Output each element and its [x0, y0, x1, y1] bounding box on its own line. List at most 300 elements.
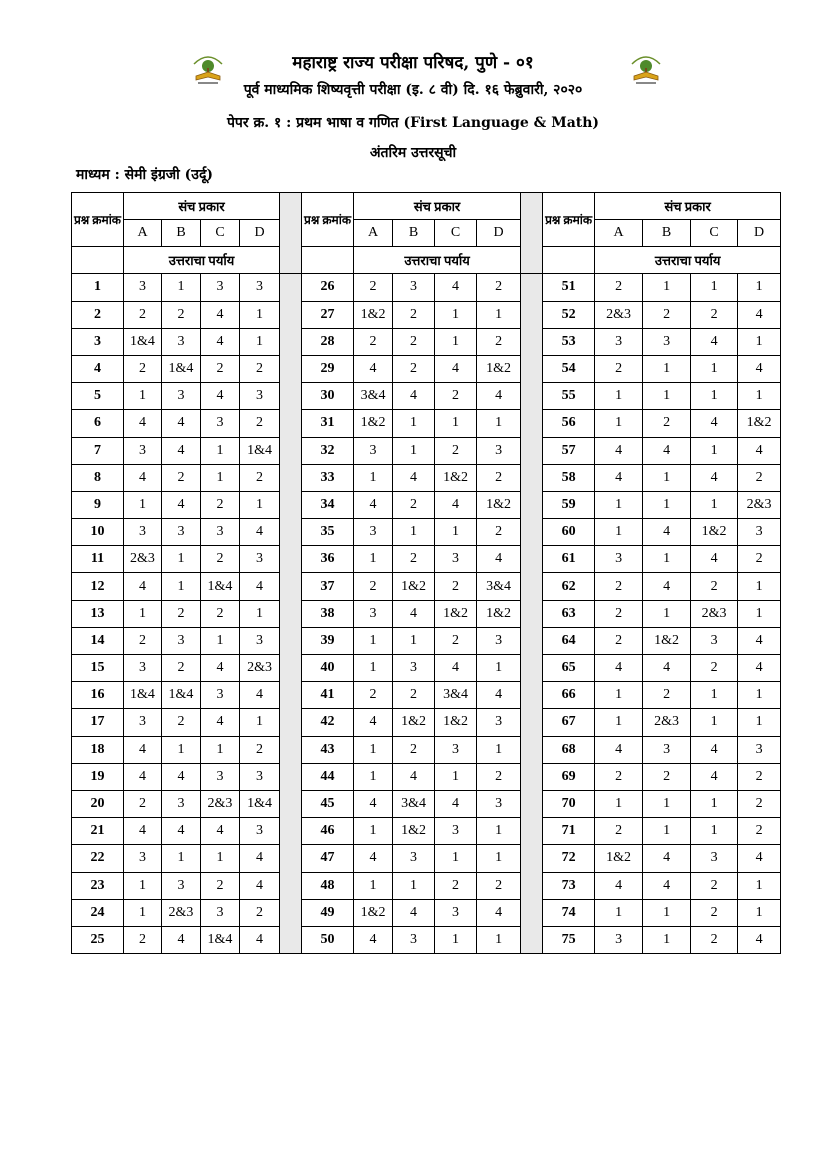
question-number: 47 — [302, 845, 354, 872]
answer-cell: 2 — [738, 464, 781, 491]
answer-cell: 2 — [124, 627, 162, 654]
answer-cell: 2 — [240, 736, 280, 763]
answer-cell: 3 — [643, 736, 691, 763]
answer-cell: 4 — [643, 655, 691, 682]
answer-cell: 4 — [162, 410, 201, 437]
answer-cell: 4 — [240, 573, 280, 600]
answer-cell: 2 — [595, 818, 643, 845]
question-number: 35 — [302, 519, 354, 546]
answer-option-header: उत्तराचा पर्याय — [354, 247, 521, 274]
answer-cell: 1&2 — [393, 818, 435, 845]
question-number: 60 — [543, 519, 595, 546]
answer-cell: 4 — [162, 818, 201, 845]
answer-cell: 2&3 — [691, 600, 738, 627]
answer-cell: 2&3 — [162, 899, 201, 926]
answer-cell: 1 — [354, 655, 393, 682]
answer-cell: 3 — [201, 274, 240, 301]
answer-cell: 2&3 — [124, 546, 162, 573]
answer-cell: 4 — [691, 328, 738, 355]
answer-cell: 4 — [393, 464, 435, 491]
answer-cell: 3&4 — [477, 573, 521, 600]
answer-cell: 3 — [393, 274, 435, 301]
answer-cell: 1&2 — [435, 709, 477, 736]
answer-cell: 4 — [162, 491, 201, 518]
answer-cell: 1 — [738, 600, 781, 627]
answer-cell: 1 — [691, 682, 738, 709]
answer-cell: 1 — [393, 437, 435, 464]
answer-cell: 1&2 — [435, 464, 477, 491]
question-number: 11 — [72, 546, 124, 573]
question-number: 52 — [543, 301, 595, 328]
answer-cell: 2 — [595, 763, 643, 790]
answer-cell: 4 — [124, 763, 162, 790]
answer-cell: 1 — [124, 600, 162, 627]
question-number-header: प्रश्न क्रमांक — [72, 193, 124, 247]
answer-cell: 3 — [240, 546, 280, 573]
answer-cell: 3 — [477, 437, 521, 464]
question-number: 29 — [302, 355, 354, 382]
answer-cell: 4 — [477, 383, 521, 410]
answer-cell: 1 — [477, 301, 521, 328]
answer-cell: 1 — [595, 899, 643, 926]
answer-cell: 2 — [354, 274, 393, 301]
answer-cell: 4 — [124, 818, 162, 845]
question-number: 6 — [72, 410, 124, 437]
answer-cell: 4 — [738, 355, 781, 382]
answer-cell: 2 — [162, 709, 201, 736]
question-number: 3 — [72, 328, 124, 355]
table-row — [72, 845, 781, 872]
answer-cell: 3 — [162, 790, 201, 817]
answer-cell: 2 — [477, 872, 521, 899]
question-number: 64 — [543, 627, 595, 654]
answer-cell: 1 — [354, 763, 393, 790]
answer-cell: 4 — [201, 328, 240, 355]
set-label: C — [435, 220, 477, 247]
answer-cell: 3 — [162, 872, 201, 899]
set-label: A — [124, 220, 162, 247]
answer-cell: 1 — [643, 600, 691, 627]
answer-cell: 3 — [354, 519, 393, 546]
answer-cell: 1 — [595, 790, 643, 817]
answer-cell: 1&4 — [162, 355, 201, 382]
question-number: 58 — [543, 464, 595, 491]
answer-cell: 3 — [435, 736, 477, 763]
answer-cell: 1 — [477, 845, 521, 872]
question-number-header: प्रश्न क्रमांक — [543, 193, 595, 247]
answer-cell: 1 — [738, 682, 781, 709]
answer-cell: 3 — [393, 655, 435, 682]
set-label: C — [201, 220, 240, 247]
answer-cell: 1 — [124, 383, 162, 410]
question-number: 65 — [543, 655, 595, 682]
question-number: 16 — [72, 682, 124, 709]
answer-cell: 2 — [643, 301, 691, 328]
answer-cell: 3 — [738, 736, 781, 763]
question-number: 39 — [302, 627, 354, 654]
question-number: 38 — [302, 600, 354, 627]
table-row — [72, 790, 781, 817]
answer-cell: 1 — [435, 410, 477, 437]
answer-cell: 4 — [124, 573, 162, 600]
answer-cell: 1 — [643, 383, 691, 410]
answer-cell: 3 — [595, 328, 643, 355]
answer-cell: 4 — [691, 763, 738, 790]
answer-cell: 4 — [435, 655, 477, 682]
question-number: 37 — [302, 573, 354, 600]
answer-cell: 1 — [691, 790, 738, 817]
answer-cell: 4 — [643, 845, 691, 872]
answer-cell: 1&4 — [124, 328, 162, 355]
answer-cell: 4 — [738, 301, 781, 328]
answer-cell: 1 — [393, 519, 435, 546]
answer-cell: 1&2 — [738, 410, 781, 437]
answer-cell: 4 — [435, 355, 477, 382]
answer-cell: 2 — [691, 926, 738, 953]
question-number: 36 — [302, 546, 354, 573]
answer-cell: 1 — [691, 709, 738, 736]
answer-cell: 2 — [477, 464, 521, 491]
answer-cell: 4 — [162, 926, 201, 953]
table-row — [72, 355, 781, 382]
answer-cell: 1 — [691, 491, 738, 518]
answer-cell: 1&2 — [354, 410, 393, 437]
column-separator — [521, 193, 543, 274]
answer-cell: 1 — [435, 328, 477, 355]
answer-cell: 3 — [354, 437, 393, 464]
question-number: 73 — [543, 872, 595, 899]
question-number-header-blank — [302, 247, 354, 274]
answer-cell: 2 — [691, 655, 738, 682]
answer-cell: 2 — [354, 573, 393, 600]
table-row — [72, 491, 781, 518]
question-number: 50 — [302, 926, 354, 953]
document-type: अंतरिम उत्तरसूची — [369, 145, 457, 161]
question-number: 62 — [543, 573, 595, 600]
answer-cell: 1 — [435, 519, 477, 546]
answer-cell: 4 — [738, 926, 781, 953]
question-number: 4 — [72, 355, 124, 382]
answer-cell: 3 — [477, 790, 521, 817]
question-number: 40 — [302, 655, 354, 682]
answer-cell: 4 — [354, 790, 393, 817]
answer-cell: 1 — [738, 573, 781, 600]
question-number: 63 — [543, 600, 595, 627]
answer-cell: 1 — [240, 328, 280, 355]
answer-cell: 1&2 — [691, 519, 738, 546]
answer-cell: 1 — [435, 301, 477, 328]
answer-cell: 2 — [124, 926, 162, 953]
answer-option-header: उत्तराचा पर्याय — [595, 247, 781, 274]
answer-cell: 1 — [354, 736, 393, 763]
answer-cell: 3&4 — [435, 682, 477, 709]
answer-cell: 1&4 — [124, 682, 162, 709]
question-number: 54 — [543, 355, 595, 382]
answer-cell: 4 — [240, 519, 280, 546]
answer-cell: 1 — [477, 410, 521, 437]
answer-cell: 1&4 — [240, 790, 280, 817]
set-label: D — [477, 220, 521, 247]
answer-cell: 1&2 — [643, 627, 691, 654]
answer-cell: 3 — [124, 437, 162, 464]
answer-cell: 1&2 — [393, 709, 435, 736]
answer-cell: 3 — [201, 763, 240, 790]
answer-cell: 4 — [393, 600, 435, 627]
answer-cell: 1 — [162, 274, 201, 301]
answer-cell: 3 — [393, 926, 435, 953]
question-number: 55 — [543, 383, 595, 410]
set-label: B — [643, 220, 691, 247]
question-number: 25 — [72, 926, 124, 953]
answer-cell: 2 — [435, 573, 477, 600]
answer-cell: 4 — [595, 655, 643, 682]
answer-cell: 1 — [201, 627, 240, 654]
set-label: A — [354, 220, 393, 247]
answer-cell: 4 — [595, 872, 643, 899]
answer-cell: 4 — [643, 573, 691, 600]
question-number: 57 — [543, 437, 595, 464]
answer-cell: 2 — [595, 600, 643, 627]
answer-cell: 4 — [393, 899, 435, 926]
answer-cell: 1 — [354, 818, 393, 845]
answer-cell: 2 — [201, 355, 240, 382]
answer-cell: 4 — [595, 437, 643, 464]
answer-cell: 1 — [643, 274, 691, 301]
answer-cell: 2&3 — [738, 491, 781, 518]
answer-cell: 2 — [477, 763, 521, 790]
question-number: 18 — [72, 736, 124, 763]
answer-cell: 1 — [393, 410, 435, 437]
question-number: 51 — [543, 274, 595, 301]
answer-cell: 1 — [643, 355, 691, 382]
table-row — [72, 655, 781, 682]
question-number: 26 — [302, 274, 354, 301]
answer-cell: 2 — [435, 627, 477, 654]
answer-cell: 4 — [240, 872, 280, 899]
answer-cell: 2 — [691, 899, 738, 926]
answer-cell: 1 — [738, 274, 781, 301]
answer-cell: 2 — [393, 736, 435, 763]
answer-cell: 1 — [691, 818, 738, 845]
answer-cell: 3 — [201, 410, 240, 437]
answer-cell: 3 — [643, 328, 691, 355]
answer-cell: 3 — [162, 383, 201, 410]
answer-cell: 3 — [201, 519, 240, 546]
answer-cell: 2 — [240, 899, 280, 926]
answer-cell: 3 — [595, 926, 643, 953]
question-number: 71 — [543, 818, 595, 845]
answer-cell: 1&4 — [201, 926, 240, 953]
answer-cell: 2 — [162, 600, 201, 627]
set-label: B — [393, 220, 435, 247]
answer-cell: 2 — [393, 355, 435, 382]
answer-cell: 2 — [738, 790, 781, 817]
answer-cell: 2 — [124, 301, 162, 328]
answer-cell: 2 — [393, 328, 435, 355]
question-number: 9 — [72, 491, 124, 518]
answer-cell: 1 — [643, 899, 691, 926]
answer-cell: 2 — [124, 790, 162, 817]
answer-cell: 3 — [435, 899, 477, 926]
question-number: 59 — [543, 491, 595, 518]
question-number: 28 — [302, 328, 354, 355]
answer-cell: 1 — [354, 546, 393, 573]
answer-cell: 2 — [201, 546, 240, 573]
answer-cell: 3 — [201, 682, 240, 709]
question-number: 66 — [543, 682, 595, 709]
answer-cell: 3 — [477, 627, 521, 654]
answer-cell: 1 — [162, 736, 201, 763]
answer-cell: 3 — [435, 546, 477, 573]
answer-cell: 4 — [162, 763, 201, 790]
answer-cell: 4 — [643, 872, 691, 899]
answer-cell: 4 — [435, 491, 477, 518]
answer-cell: 1 — [477, 655, 521, 682]
answer-cell: 4 — [124, 736, 162, 763]
answer-cell: 4 — [201, 655, 240, 682]
answer-cell: 1 — [393, 627, 435, 654]
answer-cell: 1 — [691, 355, 738, 382]
answer-cell: 1 — [595, 383, 643, 410]
paper-title: पेपर क्र. १ : प्रथम भाषा व गणित (First Language & Math) — [226, 115, 600, 131]
answer-cell: 4 — [435, 274, 477, 301]
answer-cell: 3 — [124, 274, 162, 301]
question-number: 32 — [302, 437, 354, 464]
table-row — [72, 682, 781, 709]
answer-cell: 2&3 — [240, 655, 280, 682]
answer-cell: 1 — [691, 383, 738, 410]
question-number: 20 — [72, 790, 124, 817]
answer-cell: 1&2 — [354, 899, 393, 926]
answer-cell: 1 — [240, 491, 280, 518]
answer-cell: 2 — [201, 872, 240, 899]
question-number: 49 — [302, 899, 354, 926]
answer-cell: 1 — [162, 845, 201, 872]
answer-cell: 4 — [738, 437, 781, 464]
question-number: 27 — [302, 301, 354, 328]
answer-cell: 1 — [240, 709, 280, 736]
answer-cell: 2 — [393, 682, 435, 709]
answer-cell: 4 — [240, 682, 280, 709]
answer-cell: 2 — [393, 301, 435, 328]
answer-cell: 2&3 — [201, 790, 240, 817]
question-number: 8 — [72, 464, 124, 491]
answer-cell: 4 — [435, 790, 477, 817]
answer-cell: 1&2 — [393, 573, 435, 600]
question-number: 23 — [72, 872, 124, 899]
table-row — [72, 328, 781, 355]
answer-cell: 2 — [691, 301, 738, 328]
column-separator — [521, 274, 543, 954]
answer-cell: 3 — [240, 274, 280, 301]
answer-cell: 1 — [240, 600, 280, 627]
answer-cell: 1 — [354, 872, 393, 899]
set-label: B — [162, 220, 201, 247]
answer-cell: 3 — [477, 709, 521, 736]
answer-cell: 4 — [201, 383, 240, 410]
answer-cell: 1 — [643, 491, 691, 518]
answer-cell: 3 — [240, 383, 280, 410]
answer-cell: 4 — [240, 926, 280, 953]
answer-cell: 1 — [201, 845, 240, 872]
answer-cell: 4 — [354, 491, 393, 518]
answer-cell: 4 — [691, 546, 738, 573]
answer-cell: 1 — [691, 274, 738, 301]
answer-cell: 4 — [738, 627, 781, 654]
answer-cell: 2 — [738, 546, 781, 573]
set-type-header: संच प्रकार — [595, 193, 781, 220]
answer-cell: 4 — [691, 736, 738, 763]
answer-cell: 1 — [643, 926, 691, 953]
answer-cell: 1 — [595, 491, 643, 518]
answer-cell: 1 — [595, 682, 643, 709]
column-separator — [280, 193, 302, 274]
answer-cell: 2 — [595, 274, 643, 301]
answer-cell: 1 — [124, 899, 162, 926]
question-number: 24 — [72, 899, 124, 926]
answer-key-table — [71, 192, 781, 954]
question-number: 12 — [72, 573, 124, 600]
table-row — [72, 546, 781, 573]
answer-cell: 2 — [354, 682, 393, 709]
table-row — [72, 573, 781, 600]
answer-cell: 2 — [240, 355, 280, 382]
answer-cell: 3&4 — [354, 383, 393, 410]
answer-cell: 4 — [738, 655, 781, 682]
answer-cell: 1 — [435, 926, 477, 953]
answer-cell: 3 — [691, 845, 738, 872]
answer-cell: 4 — [691, 410, 738, 437]
answer-cell: 1&2 — [435, 600, 477, 627]
answer-cell: 4 — [477, 682, 521, 709]
answer-cell: 3&4 — [393, 790, 435, 817]
question-number: 5 — [72, 383, 124, 410]
question-number: 41 — [302, 682, 354, 709]
answer-cell: 1&4 — [201, 573, 240, 600]
answer-cell: 2 — [124, 355, 162, 382]
answer-cell: 1 — [643, 464, 691, 491]
table-row — [72, 410, 781, 437]
answer-cell: 2 — [201, 491, 240, 518]
question-number-header-blank — [543, 247, 595, 274]
question-number: 7 — [72, 437, 124, 464]
table-row — [72, 600, 781, 627]
answer-cell: 2 — [162, 464, 201, 491]
answer-cell: 2 — [691, 573, 738, 600]
set-type-header: संच प्रकार — [354, 193, 521, 220]
answer-cell: 4 — [393, 383, 435, 410]
answer-cell: 1 — [124, 491, 162, 518]
answer-cell: 3 — [124, 709, 162, 736]
answer-cell: 3 — [240, 818, 280, 845]
set-type-header: संच प्रकार — [124, 193, 280, 220]
answer-cell: 3 — [162, 627, 201, 654]
answer-cell: 3 — [595, 546, 643, 573]
answer-cell: 2 — [240, 464, 280, 491]
answer-cell: 2 — [162, 301, 201, 328]
answer-cell: 2 — [354, 328, 393, 355]
answer-cell: 1 — [643, 790, 691, 817]
question-number: 42 — [302, 709, 354, 736]
answer-option-header: उत्तराचा पर्याय — [124, 247, 280, 274]
question-number: 46 — [302, 818, 354, 845]
answer-cell: 2 — [738, 763, 781, 790]
answer-cell: 1&2 — [477, 600, 521, 627]
set-label: A — [595, 220, 643, 247]
answer-cell: 4 — [477, 899, 521, 926]
answer-cell: 3 — [162, 328, 201, 355]
table-row — [72, 301, 781, 328]
